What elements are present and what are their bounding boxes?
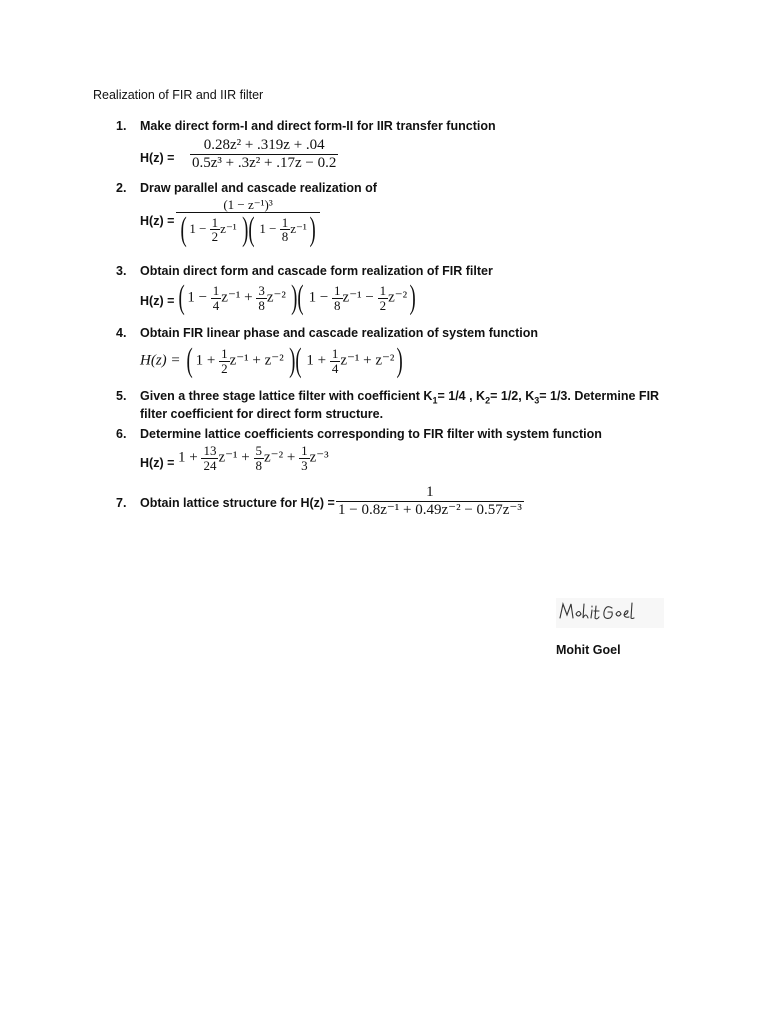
hz-label: H(z) = bbox=[140, 151, 175, 165]
equation-2 bbox=[176, 198, 320, 247]
question-number: 1. bbox=[116, 119, 127, 133]
question-number: 6. bbox=[116, 427, 127, 441]
signature-image bbox=[556, 598, 664, 628]
equation-1 bbox=[190, 137, 338, 171]
question-number: 5. bbox=[116, 389, 127, 403]
question-number: 2. bbox=[116, 181, 127, 195]
question-text: Obtain FIR linear phase and cascade realization of system function bbox=[140, 326, 539, 340]
document-title: Realization of FIR and IIR filter bbox=[93, 88, 264, 102]
eq2-denominator: ( 1 − $\frac{1}{2}$ z⁻¹ )( 1 − $\frac{1}{8}$ z⁻¹) bbox=[176, 212, 320, 247]
eq1-numerator: 0.28z² + .319z + .04 bbox=[203, 137, 325, 153]
author-name: Mohit Goel bbox=[556, 643, 621, 657]
equation-7 bbox=[336, 484, 524, 518]
eq1-denominator: 0.5z³ + .3z² + .17z − 0.2 bbox=[192, 154, 337, 171]
question-text: Obtain direct form and cascade form realization of FIR filter bbox=[140, 264, 493, 278]
eq7-denominator: 1 − 0.8z⁻¹ + 0.49z⁻² − 0.57z⁻³ bbox=[338, 501, 522, 518]
question-text: Make direct form-I and direct form-II for IIR transfer function bbox=[140, 119, 496, 133]
question-text: Determine lattice coefficients corresponding to FIR filter with system function bbox=[140, 427, 602, 441]
hz-label: H(z) = bbox=[140, 214, 175, 228]
hz-label: H(z) = bbox=[140, 456, 175, 470]
hz-label: H(z) = bbox=[140, 294, 175, 308]
equation-6: 1 + $\frac{13}{24}$ z⁻¹ + $\frac{5}{8}$ z⁻² + $\frac{1}{3}$ z⁻³ bbox=[178, 443, 329, 473]
equation-3: ( 1 − $\frac{1}{4}$ z⁻¹ + $\frac{3}{8}$ z⁻² )( 1 − $\frac{1}{8}$ z⁻¹ − $\frac{1}{2}$ z⁻²) bbox=[178, 279, 416, 316]
question-text: Draw parallel and cascade realization of bbox=[140, 181, 377, 195]
question-number: 4. bbox=[116, 326, 127, 340]
question-text: Obtain lattice structure for H(z) = bbox=[140, 496, 335, 510]
eq7-numerator: 1 bbox=[426, 484, 434, 500]
equation-4: H(z) = ( 1 + $\frac{1}{2}$ z⁻¹ + z⁻² )( 1 + $\frac{1}{4}$ z⁻¹ + z⁻²) bbox=[140, 342, 404, 379]
question-text-line2: filter coefficient for direct form structure. bbox=[140, 407, 384, 421]
eq2-numerator: (1 − z⁻¹)³ bbox=[223, 197, 273, 212]
question-number: 7. bbox=[116, 496, 127, 510]
question-number: 3. bbox=[116, 264, 127, 278]
question-text-line1: Given a three stage lattice filter with coefficient $K_1= 1/4$ , $K_2= 1/2$, $K_3= 1/3$. Determine FIR bbox=[140, 389, 660, 406]
